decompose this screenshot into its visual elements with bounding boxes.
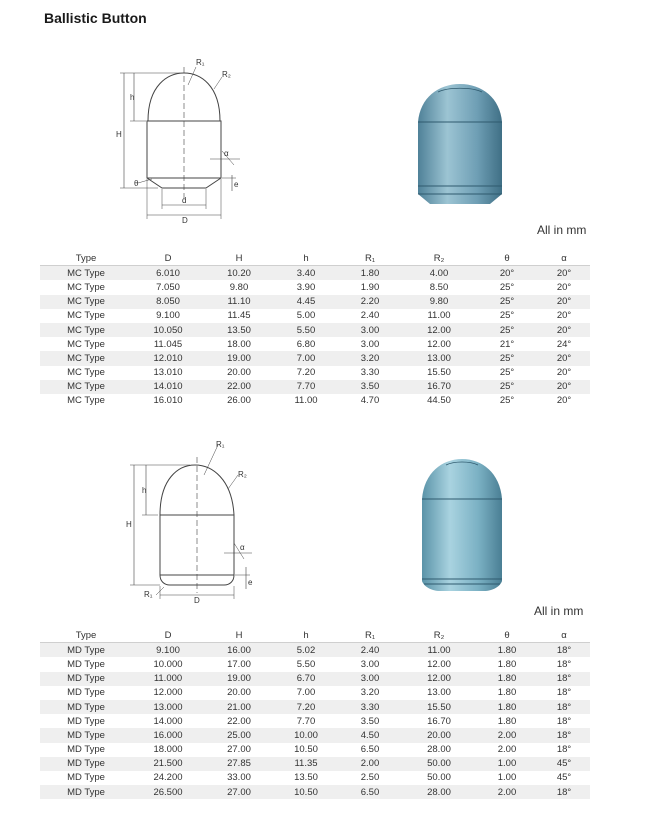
value-cell: 6.010 bbox=[132, 266, 204, 281]
value-cell: 10.50 bbox=[274, 743, 338, 757]
value-cell: 9.100 bbox=[132, 309, 204, 323]
value-cell: 3.40 bbox=[274, 266, 338, 281]
value-cell: 1.00 bbox=[476, 757, 538, 771]
value-cell: 18° bbox=[538, 728, 590, 742]
label-r1-bottom: R₁ bbox=[144, 590, 153, 599]
type-cell: MC Type bbox=[40, 309, 132, 323]
label-r2: R₂ bbox=[238, 470, 247, 479]
table-row bbox=[40, 743, 590, 757]
value-cell: 16.70 bbox=[402, 714, 476, 728]
value-cell: 45° bbox=[538, 771, 590, 785]
value-cell: 20° bbox=[538, 394, 590, 408]
table-row bbox=[40, 771, 590, 785]
value-cell: 4.00 bbox=[402, 266, 476, 281]
type-cell: MC Type bbox=[40, 323, 132, 337]
value-cell: 18° bbox=[538, 672, 590, 686]
table-row bbox=[40, 366, 590, 380]
col-header: θ bbox=[476, 628, 538, 643]
value-cell: 12.000 bbox=[132, 686, 204, 700]
value-cell: 25° bbox=[476, 380, 538, 394]
type-cell: MC Type bbox=[40, 351, 132, 365]
value-cell: 2.00 bbox=[338, 757, 402, 771]
mc-product-render bbox=[410, 80, 510, 210]
col-header: D bbox=[132, 251, 204, 266]
value-cell: 18° bbox=[538, 657, 590, 671]
table-row bbox=[40, 280, 590, 294]
table-row bbox=[40, 394, 590, 408]
value-cell: 1.90 bbox=[338, 280, 402, 294]
value-cell: 11.045 bbox=[132, 337, 204, 351]
mc-technical-drawing bbox=[110, 55, 260, 225]
value-cell: 20.00 bbox=[204, 686, 274, 700]
value-cell: 3.00 bbox=[338, 672, 402, 686]
col-header: Type bbox=[40, 628, 132, 643]
value-cell: 13.00 bbox=[402, 686, 476, 700]
col-header: R₁ bbox=[338, 628, 402, 643]
value-cell: 5.00 bbox=[274, 309, 338, 323]
value-cell: 33.00 bbox=[204, 771, 274, 785]
value-cell: 3.90 bbox=[274, 280, 338, 294]
value-cell: 25° bbox=[476, 323, 538, 337]
value-cell: 6.50 bbox=[338, 743, 402, 757]
col-header: R₁ bbox=[338, 251, 402, 266]
value-cell: 18.00 bbox=[204, 337, 274, 351]
col-header: H bbox=[204, 251, 274, 266]
value-cell: 25° bbox=[476, 295, 538, 309]
col-header: α bbox=[538, 251, 590, 266]
type-cell: MD Type bbox=[40, 700, 132, 714]
type-cell: MD Type bbox=[40, 771, 132, 785]
table-row bbox=[40, 337, 590, 351]
value-cell: 27.85 bbox=[204, 757, 274, 771]
md-technical-drawing bbox=[120, 435, 270, 605]
table-row bbox=[40, 351, 590, 365]
value-cell: 24° bbox=[538, 337, 590, 351]
md-product-render bbox=[412, 455, 512, 595]
value-cell: 4.45 bbox=[274, 295, 338, 309]
value-cell: 1.80 bbox=[476, 686, 538, 700]
value-cell: 11.10 bbox=[204, 295, 274, 309]
value-cell: 16.010 bbox=[132, 394, 204, 408]
value-cell: 20° bbox=[538, 366, 590, 380]
value-cell: 22.00 bbox=[204, 380, 274, 394]
value-cell: 15.50 bbox=[402, 366, 476, 380]
mc-type-table bbox=[40, 251, 590, 408]
label-H: H bbox=[116, 130, 122, 139]
value-cell: 13.00 bbox=[402, 351, 476, 365]
value-cell: 1.80 bbox=[476, 714, 538, 728]
type-cell: MC Type bbox=[40, 380, 132, 394]
label-r2: R₂ bbox=[222, 70, 231, 79]
table-row bbox=[40, 380, 590, 394]
table-row bbox=[40, 657, 590, 671]
value-cell: 28.00 bbox=[402, 785, 476, 799]
value-cell: 10.50 bbox=[274, 785, 338, 799]
value-cell: 20.00 bbox=[402, 728, 476, 742]
value-cell: 3.20 bbox=[338, 686, 402, 700]
value-cell: 44.50 bbox=[402, 394, 476, 408]
label-H: H bbox=[126, 520, 132, 529]
value-cell: 21.00 bbox=[204, 700, 274, 714]
table-row bbox=[40, 323, 590, 337]
col-header: h bbox=[274, 628, 338, 643]
label-d: d bbox=[182, 196, 187, 205]
md-type-table bbox=[40, 628, 590, 799]
value-cell: 4.50 bbox=[338, 728, 402, 742]
label-h: h bbox=[130, 93, 135, 102]
value-cell: 26.500 bbox=[132, 785, 204, 799]
value-cell: 18° bbox=[538, 700, 590, 714]
value-cell: 5.50 bbox=[274, 323, 338, 337]
label-D: D bbox=[182, 216, 188, 225]
value-cell: 27.00 bbox=[204, 785, 274, 799]
type-cell: MD Type bbox=[40, 672, 132, 686]
value-cell: 7.00 bbox=[274, 351, 338, 365]
value-cell: 6.80 bbox=[274, 337, 338, 351]
value-cell: 9.100 bbox=[132, 643, 204, 658]
table-row bbox=[40, 757, 590, 771]
value-cell: 3.50 bbox=[338, 714, 402, 728]
value-cell: 16.70 bbox=[402, 380, 476, 394]
value-cell: 20° bbox=[476, 266, 538, 281]
value-cell: 19.00 bbox=[204, 672, 274, 686]
col-header: θ bbox=[476, 251, 538, 266]
value-cell: 12.010 bbox=[132, 351, 204, 365]
type-cell: MD Type bbox=[40, 757, 132, 771]
type-cell: MC Type bbox=[40, 394, 132, 408]
value-cell: 7.20 bbox=[274, 366, 338, 380]
value-cell: 16.000 bbox=[132, 728, 204, 742]
value-cell: 10.000 bbox=[132, 657, 204, 671]
table-row bbox=[40, 295, 590, 309]
table-row bbox=[40, 309, 590, 323]
value-cell: 50.00 bbox=[402, 757, 476, 771]
table-header-row bbox=[40, 251, 590, 266]
table-row bbox=[40, 266, 590, 281]
value-cell: 7.00 bbox=[274, 686, 338, 700]
value-cell: 18° bbox=[538, 714, 590, 728]
value-cell: 9.80 bbox=[204, 280, 274, 294]
col-header: R₂ bbox=[402, 628, 476, 643]
type-cell: MD Type bbox=[40, 657, 132, 671]
label-e: e bbox=[234, 180, 239, 189]
value-cell: 25° bbox=[476, 366, 538, 380]
col-header: R₂ bbox=[402, 251, 476, 266]
value-cell: 11.00 bbox=[402, 309, 476, 323]
value-cell: 14.000 bbox=[132, 714, 204, 728]
value-cell: 26.00 bbox=[204, 394, 274, 408]
value-cell: 18.000 bbox=[132, 743, 204, 757]
value-cell: 28.00 bbox=[402, 743, 476, 757]
col-header: h bbox=[274, 251, 338, 266]
value-cell: 20° bbox=[538, 295, 590, 309]
unit-note-md: All in mm bbox=[534, 604, 584, 618]
value-cell: 22.00 bbox=[204, 714, 274, 728]
value-cell: 20° bbox=[538, 309, 590, 323]
value-cell: 2.00 bbox=[476, 728, 538, 742]
value-cell: 20° bbox=[538, 380, 590, 394]
table-row bbox=[40, 700, 590, 714]
table-row bbox=[40, 714, 590, 728]
value-cell: 10.00 bbox=[274, 728, 338, 742]
value-cell: 11.00 bbox=[274, 394, 338, 408]
type-cell: MC Type bbox=[40, 366, 132, 380]
value-cell: 27.00 bbox=[204, 743, 274, 757]
value-cell: 3.30 bbox=[338, 700, 402, 714]
value-cell: 45° bbox=[538, 757, 590, 771]
label-alpha: α bbox=[240, 543, 245, 552]
type-cell: MD Type bbox=[40, 643, 132, 658]
value-cell: 2.20 bbox=[338, 295, 402, 309]
value-cell: 7.70 bbox=[274, 714, 338, 728]
value-cell: 11.000 bbox=[132, 672, 204, 686]
value-cell: 19.00 bbox=[204, 351, 274, 365]
value-cell: 2.00 bbox=[476, 743, 538, 757]
value-cell: 3.30 bbox=[338, 366, 402, 380]
type-cell: MD Type bbox=[40, 714, 132, 728]
value-cell: 24.200 bbox=[132, 771, 204, 785]
label-e: e bbox=[248, 578, 253, 587]
value-cell: 1.80 bbox=[476, 672, 538, 686]
value-cell: 3.20 bbox=[338, 351, 402, 365]
value-cell: 20° bbox=[538, 351, 590, 365]
value-cell: 12.00 bbox=[402, 337, 476, 351]
value-cell: 14.010 bbox=[132, 380, 204, 394]
value-cell: 20° bbox=[538, 266, 590, 281]
value-cell: 7.050 bbox=[132, 280, 204, 294]
label-D: D bbox=[194, 596, 200, 605]
value-cell: 3.00 bbox=[338, 337, 402, 351]
value-cell: 3.00 bbox=[338, 323, 402, 337]
value-cell: 1.80 bbox=[476, 700, 538, 714]
value-cell: 11.35 bbox=[274, 757, 338, 771]
value-cell: 2.40 bbox=[338, 643, 402, 658]
value-cell: 18° bbox=[538, 643, 590, 658]
value-cell: 21.500 bbox=[132, 757, 204, 771]
value-cell: 3.50 bbox=[338, 380, 402, 394]
value-cell: 9.80 bbox=[402, 295, 476, 309]
value-cell: 11.45 bbox=[204, 309, 274, 323]
type-cell: MD Type bbox=[40, 728, 132, 742]
value-cell: 12.00 bbox=[402, 323, 476, 337]
value-cell: 20.00 bbox=[204, 366, 274, 380]
value-cell: 13.50 bbox=[274, 771, 338, 785]
table-row bbox=[40, 643, 590, 658]
value-cell: 1.80 bbox=[476, 657, 538, 671]
value-cell: 2.00 bbox=[476, 785, 538, 799]
table-row bbox=[40, 785, 590, 799]
value-cell: 13.50 bbox=[204, 323, 274, 337]
value-cell: 1.80 bbox=[338, 266, 402, 281]
table-row bbox=[40, 728, 590, 742]
type-cell: MC Type bbox=[40, 280, 132, 294]
value-cell: 6.50 bbox=[338, 785, 402, 799]
value-cell: 17.00 bbox=[204, 657, 274, 671]
value-cell: 8.50 bbox=[402, 280, 476, 294]
col-header: Type bbox=[40, 251, 132, 266]
value-cell: 7.70 bbox=[274, 380, 338, 394]
value-cell: 2.50 bbox=[338, 771, 402, 785]
value-cell: 5.50 bbox=[274, 657, 338, 671]
table-header-row bbox=[40, 628, 590, 643]
value-cell: 11.00 bbox=[402, 643, 476, 658]
label-theta: θ bbox=[134, 179, 139, 188]
col-header: D bbox=[132, 628, 204, 643]
value-cell: 4.70 bbox=[338, 394, 402, 408]
value-cell: 25° bbox=[476, 394, 538, 408]
unit-note-mc: All in mm bbox=[537, 223, 587, 237]
label-h: h bbox=[142, 486, 147, 495]
value-cell: 21° bbox=[476, 337, 538, 351]
type-cell: MD Type bbox=[40, 686, 132, 700]
value-cell: 25° bbox=[476, 351, 538, 365]
value-cell: 25.00 bbox=[204, 728, 274, 742]
value-cell: 12.00 bbox=[402, 672, 476, 686]
value-cell: 20° bbox=[538, 280, 590, 294]
type-cell: MC Type bbox=[40, 266, 132, 281]
table-row bbox=[40, 686, 590, 700]
value-cell: 10.20 bbox=[204, 266, 274, 281]
page-title: Ballistic Button bbox=[44, 10, 147, 26]
value-cell: 5.02 bbox=[274, 643, 338, 658]
value-cell: 15.50 bbox=[402, 700, 476, 714]
value-cell: 2.40 bbox=[338, 309, 402, 323]
label-r1: R₁ bbox=[216, 440, 225, 449]
value-cell: 12.00 bbox=[402, 657, 476, 671]
value-cell: 3.00 bbox=[338, 657, 402, 671]
value-cell: 13.010 bbox=[132, 366, 204, 380]
value-cell: 6.70 bbox=[274, 672, 338, 686]
value-cell: 8.050 bbox=[132, 295, 204, 309]
value-cell: 25° bbox=[476, 309, 538, 323]
value-cell: 1.00 bbox=[476, 771, 538, 785]
value-cell: 25° bbox=[476, 280, 538, 294]
value-cell: 18° bbox=[538, 743, 590, 757]
table-row bbox=[40, 672, 590, 686]
value-cell: 18° bbox=[538, 686, 590, 700]
type-cell: MD Type bbox=[40, 743, 132, 757]
value-cell: 1.80 bbox=[476, 643, 538, 658]
value-cell: 10.050 bbox=[132, 323, 204, 337]
col-header: α bbox=[538, 628, 590, 643]
value-cell: 20° bbox=[538, 323, 590, 337]
label-alpha: α bbox=[224, 149, 229, 158]
value-cell: 13.000 bbox=[132, 700, 204, 714]
value-cell: 7.20 bbox=[274, 700, 338, 714]
value-cell: 16.00 bbox=[204, 643, 274, 658]
value-cell: 18° bbox=[538, 785, 590, 799]
type-cell: MC Type bbox=[40, 295, 132, 309]
type-cell: MC Type bbox=[40, 337, 132, 351]
col-header: H bbox=[204, 628, 274, 643]
value-cell: 50.00 bbox=[402, 771, 476, 785]
type-cell: MD Type bbox=[40, 785, 132, 799]
label-r1: R₁ bbox=[196, 58, 205, 67]
